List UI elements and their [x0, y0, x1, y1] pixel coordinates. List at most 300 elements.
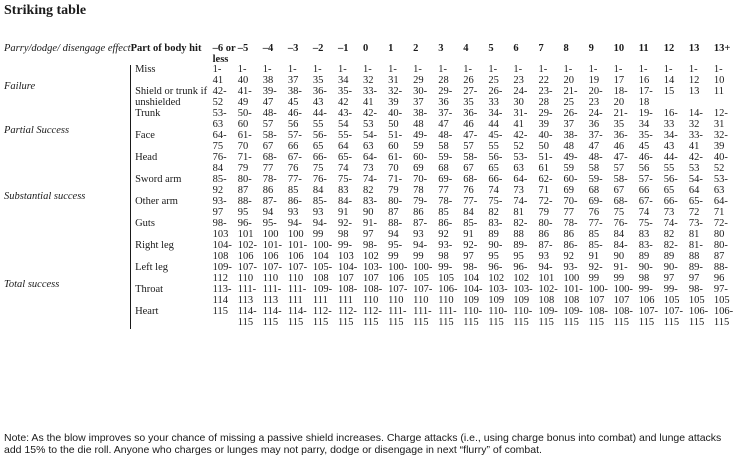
- range-cell: 114- 115: [237, 306, 257, 328]
- range-cell: 29- 39: [538, 108, 553, 130]
- range-cell: 105- 108: [312, 262, 333, 284]
- range-cell: 75- 83: [337, 174, 352, 196]
- range-cell: 69- 77: [438, 174, 453, 196]
- range-cell: 1- 17: [613, 64, 625, 86]
- range-cell: 107- 110: [413, 284, 433, 306]
- range-cell: 1- 41: [212, 64, 224, 86]
- range-cell: 109- 111: [312, 284, 333, 306]
- range-cell: 24- 36: [588, 108, 603, 130]
- range-cell: 90- 98: [638, 262, 653, 284]
- range-cell: 1- 19: [588, 64, 600, 86]
- effect-category: Partial Success: [4, 125, 70, 136]
- range-cell: 38- 48: [413, 108, 428, 130]
- range-cell: 102- 108: [538, 284, 558, 306]
- range-cell: 51- 61: [538, 152, 553, 174]
- range-cell: 99- 103: [337, 240, 354, 262]
- range-cell: 76- 84: [212, 152, 227, 174]
- column-header: 9: [588, 43, 594, 54]
- column-header: 8: [563, 43, 569, 54]
- range-cell: 1- 25: [488, 64, 499, 86]
- range-cell: 114- 115: [262, 306, 282, 328]
- range-cell: 89- 97: [688, 262, 703, 284]
- range-cell: 82- 88: [513, 218, 528, 240]
- range-cell: 85- 91: [463, 218, 478, 240]
- range-cell: 46- 56: [287, 108, 302, 130]
- range-cell: 101- 106: [262, 240, 283, 262]
- range-cell: 1- 10: [713, 64, 725, 86]
- range-cell: 39- 47: [262, 86, 277, 108]
- range-cell: 82- 89: [663, 240, 678, 262]
- range-cell: 85- 93: [312, 196, 327, 218]
- striking-table: [4, 44, 739, 329]
- range-cell: 47- 57: [463, 130, 478, 152]
- range-cell: 60- 69: [563, 174, 578, 196]
- range-cell: 48- 57: [262, 108, 277, 130]
- range-cell: 64- 71: [713, 196, 728, 218]
- range-cell: 72- 80: [713, 218, 728, 240]
- range-cell: 33- 41: [688, 130, 703, 152]
- column-header: –5: [237, 43, 249, 54]
- range-cell: 70- 78: [413, 174, 428, 196]
- range-cell: 26- 33: [488, 86, 503, 108]
- range-cell: 47- 57: [613, 152, 628, 174]
- range-cell: 111- 113: [237, 284, 257, 306]
- range-cell: 13: [688, 86, 700, 97]
- body-part: Shield or trunk if unshielded: [131, 87, 213, 109]
- range-cell: 77- 84: [463, 196, 478, 218]
- range-cell: 1- 31: [388, 64, 399, 86]
- range-cell: 111- 115: [388, 306, 407, 328]
- range-cell: 83- 89: [488, 218, 503, 240]
- range-cell: 85- 91: [588, 240, 603, 262]
- range-cell: 66- 75: [312, 152, 327, 174]
- range-cell: 93- 97: [212, 196, 227, 218]
- range-cell: 86- 92: [438, 218, 453, 240]
- range-cell: 91- 97: [363, 218, 378, 240]
- column-header: 2: [413, 43, 419, 54]
- range-cell: 83- 90: [363, 196, 378, 218]
- range-cell: 40- 50: [388, 108, 403, 130]
- range-cell: 18- 20: [613, 86, 628, 108]
- range-cell: 76- 84: [613, 218, 628, 240]
- range-cell: 32- 39: [388, 86, 403, 108]
- range-cell: 101- 108: [563, 284, 583, 306]
- body-part: Other arm: [131, 197, 213, 219]
- range-cell: 54- 63: [363, 130, 378, 152]
- range-cell: 56- 65: [312, 130, 327, 152]
- range-cell: 66- 74: [488, 174, 503, 196]
- range-cell: 54- 64: [688, 174, 703, 196]
- table-header-row: [4, 44, 739, 65]
- range-cell: 92- 99: [588, 262, 603, 284]
- range-cell: 65- 74: [337, 152, 352, 174]
- range-cell: 77- 85: [287, 174, 302, 196]
- range-cell: 103- 109: [513, 284, 533, 306]
- range-cell: 1- 16: [638, 64, 650, 86]
- range-cell: 92- 98: [337, 218, 352, 240]
- range-cell: 88- 94: [388, 218, 403, 240]
- column-header: –2: [312, 43, 324, 54]
- range-cell: 75- 82: [488, 196, 503, 218]
- range-cell: 1- 38: [262, 64, 274, 86]
- range-cell: 86- 93: [287, 196, 302, 218]
- range-cell: 76- 84: [312, 174, 327, 196]
- range-cell: 110- 115: [488, 306, 508, 328]
- range-cell: 94- 99: [312, 218, 327, 240]
- range-cell: 34- 44: [488, 108, 503, 130]
- range-cell: 66- 73: [663, 196, 678, 218]
- range-cell: 42- 53: [688, 152, 703, 174]
- body-part: Sword arm: [131, 175, 213, 197]
- range-cell: 107- 115: [638, 306, 658, 328]
- range-cell: 48- 58: [588, 152, 603, 174]
- range-cell: 65- 72: [688, 196, 703, 218]
- column-header: 4: [463, 43, 469, 54]
- range-cell: 81- 88: [688, 240, 703, 262]
- range-cell: 40- 52: [713, 152, 728, 174]
- range-cell: 79- 86: [413, 196, 428, 218]
- range-cell: 35- 42: [337, 86, 352, 108]
- range-cell: 1- 37: [287, 64, 299, 86]
- range-cell: 1- 35: [312, 64, 324, 86]
- range-cell: 96- 102: [513, 262, 530, 284]
- effect-column-header: Parry/dodge/ disengage effect: [4, 43, 131, 54]
- range-cell: 78- 85: [438, 196, 453, 218]
- column-header: 11: [638, 43, 649, 54]
- range-cell: 33- 41: [363, 86, 378, 108]
- column-header: 10: [613, 43, 625, 54]
- range-cell: 111- 115: [438, 306, 457, 328]
- range-cell: 27- 35: [463, 86, 478, 108]
- range-cell: 102- 106: [237, 240, 257, 262]
- range-cell: 110- 115: [463, 306, 483, 328]
- range-cell: 110- 115: [513, 306, 533, 328]
- effect-category: Total success: [4, 279, 60, 290]
- range-cell: 95- 100: [262, 218, 279, 240]
- range-cell: 107- 115: [663, 306, 684, 328]
- range-cell: 88- 95: [237, 196, 252, 218]
- range-cell: 113- 114: [212, 284, 232, 306]
- effect-category: Failure: [4, 81, 36, 92]
- range-cell: 100- 105: [413, 262, 433, 284]
- range-cell: 111- 115: [413, 306, 432, 328]
- range-cell: 78- 86: [563, 218, 578, 240]
- range-cell: 80- 87: [388, 196, 403, 218]
- page-title: Striking table: [4, 3, 87, 18]
- range-cell: 98- 105: [688, 284, 705, 306]
- range-cell: 114- 115: [287, 306, 307, 328]
- range-cell: 101- 106: [287, 240, 308, 262]
- range-cell: 1- 12: [688, 64, 700, 86]
- range-cell: 56- 65: [663, 174, 678, 196]
- range-cell: 37- 47: [438, 108, 453, 130]
- range-cell: 21- 35: [613, 108, 628, 130]
- range-cell: 1- 20: [563, 64, 575, 86]
- range-cell: 70- 77: [563, 196, 578, 218]
- range-cell: 108- 110: [363, 284, 383, 306]
- column-header: –1: [337, 43, 349, 54]
- range-cell: 111- 111: [287, 284, 307, 306]
- range-cell: 16- 33: [663, 108, 678, 130]
- range-cell: 103- 109: [488, 284, 508, 306]
- range-cell: 20- 23: [588, 86, 603, 108]
- range-cell: 87- 93: [413, 218, 428, 240]
- table-row: [4, 65, 739, 87]
- range-cell: 100- 106: [388, 262, 408, 284]
- range-cell: 30- 37: [413, 86, 428, 108]
- range-cell: 12- 31: [713, 108, 728, 130]
- range-cell: 112- 115: [363, 306, 382, 328]
- range-cell: 36- 46: [613, 130, 628, 152]
- range-cell: 87- 94: [262, 196, 277, 218]
- range-cell: 42- 52: [212, 86, 227, 108]
- column-header: 6: [513, 43, 519, 54]
- range-cell: 90- 97: [663, 262, 678, 284]
- range-cell: 73- 81: [688, 218, 703, 240]
- range-cell: 14- 32: [688, 108, 703, 130]
- range-cell: 71- 79: [237, 152, 252, 174]
- table-row: [4, 109, 739, 131]
- range-cell: 48- 58: [438, 130, 453, 152]
- range-cell: 59- 68: [588, 174, 603, 196]
- body-part: Head: [131, 153, 213, 175]
- range-cell: 61- 70: [237, 130, 252, 152]
- range-cell: 93- 100: [563, 262, 580, 284]
- range-cell: 103- 107: [363, 262, 383, 284]
- range-cell: 19- 34: [638, 108, 653, 130]
- range-cell: 49- 59: [563, 152, 578, 174]
- range-cell: 80- 87: [713, 240, 728, 262]
- range-cell: 1- 14: [663, 64, 675, 86]
- range-cell: 86- 92: [563, 240, 578, 262]
- range-cell: 99- 106: [638, 284, 655, 306]
- range-cell: 91- 99: [613, 262, 628, 284]
- range-cell: 106- 110: [438, 284, 458, 306]
- range-cell: 109- 115: [538, 306, 558, 328]
- range-cell: 40- 50: [538, 130, 553, 152]
- range-cell: 35- 45: [638, 130, 653, 152]
- column-header: 12: [663, 43, 675, 54]
- range-cell: 58- 67: [262, 130, 277, 152]
- body-part: Right leg: [131, 241, 213, 263]
- range-cell: 38- 48: [563, 130, 578, 152]
- range-cell: 21- 25: [563, 86, 578, 108]
- range-cell: 43- 54: [337, 108, 352, 130]
- range-cell: 100- 104: [312, 240, 333, 262]
- range-cell: 83- 89: [638, 240, 653, 262]
- body-part: Miss: [131, 65, 213, 87]
- range-cell: 78- 86: [262, 174, 277, 196]
- range-cell: 37- 47: [588, 130, 603, 152]
- range-cell: 95- 99: [388, 240, 403, 262]
- range-cell: 71- 79: [388, 174, 403, 196]
- range-cell: 97- 105: [713, 284, 730, 306]
- range-cell: 68- 75: [613, 196, 628, 218]
- range-cell: 57- 66: [287, 130, 302, 152]
- range-cell: 107- 110: [262, 262, 283, 284]
- range-cell: 45- 55: [488, 130, 503, 152]
- range-cell: 53- 63: [713, 174, 728, 196]
- range-cell: 53- 63: [212, 108, 227, 130]
- range-cell: 64- 73: [513, 174, 528, 196]
- column-header: 13: [688, 43, 700, 54]
- range-cell: 32- 39: [713, 130, 728, 152]
- range-cell: 58- 67: [613, 174, 628, 196]
- range-cell: 1- 34: [337, 64, 349, 86]
- body-part: Face: [131, 131, 213, 153]
- range-cell: 41- 49: [237, 86, 252, 108]
- body-part: Heart: [131, 307, 213, 329]
- range-cell: 99- 105: [663, 284, 680, 306]
- range-cell: 75- 83: [638, 218, 653, 240]
- range-cell: 61- 70: [388, 152, 403, 174]
- range-cell: 112- 115: [312, 306, 332, 328]
- range-cell: 56- 65: [488, 152, 503, 174]
- body-part: Trunk: [131, 109, 213, 131]
- range-cell: 104- 107: [337, 262, 358, 284]
- range-cell: 96- 102: [488, 262, 505, 284]
- range-cell: 94- 100: [287, 218, 304, 240]
- range-cell: 109- 112: [212, 262, 232, 284]
- range-cell: 107- 110: [287, 262, 308, 284]
- range-cell: 72- 79: [538, 196, 553, 218]
- range-cell: 106- 115: [713, 306, 734, 328]
- range-cell: 93- 98: [438, 240, 453, 262]
- range-cell: 51- 60: [388, 130, 403, 152]
- footnote: Note: As the blow improves so your chance of missing a passive shield increases. Charge attacks (i.e., using charge bonus into combat) and lunge attacks add 15% to the die roll. Anyone who charges or lunges may not parry, dodge or disengage in next “flurry” of combat.: [4, 432, 722, 456]
- range-cell: 29- 36: [438, 86, 453, 108]
- range-cell: 98- 104: [463, 262, 480, 284]
- column-header: 5: [488, 43, 494, 54]
- range-cell: 1- 22: [538, 64, 549, 86]
- range-cell: 74- 82: [363, 174, 378, 196]
- body-part: Throat: [131, 285, 213, 307]
- range-cell: 115: [212, 306, 229, 317]
- range-cell: 67- 74: [638, 196, 653, 218]
- range-cell: 74- 82: [663, 218, 678, 240]
- range-cell: 94- 101: [538, 262, 555, 284]
- range-cell: 108- 115: [613, 306, 633, 328]
- range-cell: 1- 26: [463, 64, 474, 86]
- range-cell: 23- 28: [538, 86, 553, 108]
- column-header: –3: [287, 43, 299, 54]
- column-header: 3: [438, 43, 444, 54]
- range-cell: 68- 77: [262, 152, 277, 174]
- range-cell: 80- 86: [538, 218, 553, 240]
- range-cell: 108- 115: [588, 306, 608, 328]
- range-cell: 36- 46: [463, 108, 478, 130]
- range-cell: 59- 68: [438, 152, 453, 174]
- column-header: 7: [538, 43, 544, 54]
- range-cell: 84- 91: [337, 196, 352, 218]
- range-cell: 50- 60: [237, 108, 252, 130]
- column-header: –6 or less: [212, 43, 236, 65]
- column-header: 1: [388, 43, 394, 54]
- range-cell: 112- 115: [337, 306, 357, 328]
- range-cell: 1- 32: [363, 64, 374, 86]
- range-cell: 58- 67: [463, 152, 478, 174]
- range-cell: 104- 109: [463, 284, 483, 306]
- range-cell: 64- 73: [363, 152, 378, 174]
- range-cell: 55- 64: [337, 130, 352, 152]
- range-cell: 42- 52: [513, 130, 528, 152]
- range-cell: 89- 95: [513, 240, 528, 262]
- column-header: –4: [262, 43, 274, 54]
- range-cell: 34- 43: [663, 130, 678, 152]
- range-cell: 44- 55: [663, 152, 678, 174]
- range-cell: 49- 59: [413, 130, 428, 152]
- range-cell: 98- 103: [212, 218, 229, 240]
- range-cell: 11: [713, 86, 725, 97]
- range-cell: 36- 43: [312, 86, 327, 108]
- range-cell: 106- 115: [688, 306, 709, 328]
- range-cell: 1- 28: [438, 64, 449, 86]
- range-cell: 96- 101: [237, 218, 254, 240]
- range-cell: 67- 76: [287, 152, 302, 174]
- range-cell: 99- 105: [438, 262, 454, 284]
- range-cell: 1- 29: [413, 64, 424, 86]
- range-cell: 68- 76: [463, 174, 478, 196]
- range-cell: 26- 37: [563, 108, 578, 130]
- range-cell: 109- 115: [563, 306, 583, 328]
- range-cell: 94- 99: [413, 240, 428, 262]
- column-header: 13+: [713, 43, 731, 54]
- range-cell: 88- 96: [713, 262, 728, 284]
- range-cell: 46- 56: [638, 152, 653, 174]
- range-cell: 1- 23: [513, 64, 524, 86]
- range-cell: 24- 30: [513, 86, 528, 108]
- range-cell: 98- 102: [363, 240, 379, 262]
- range-cell: 80- 87: [237, 174, 252, 196]
- range-cell: 84- 90: [613, 240, 628, 262]
- range-cell: 60- 69: [413, 152, 428, 174]
- range-cell: 42- 53: [363, 108, 378, 130]
- range-cell: 85- 92: [212, 174, 227, 196]
- range-cell: 92- 97: [463, 240, 478, 262]
- range-cell: 77- 85: [588, 218, 603, 240]
- range-cell: 74- 81: [513, 196, 528, 218]
- range-cell: 15: [663, 86, 675, 97]
- range-cell: 100- 107: [613, 284, 633, 306]
- range-cell: 1- 40: [237, 64, 249, 86]
- range-cell: 17- 18: [638, 86, 653, 108]
- range-cell: 53- 63: [513, 152, 528, 174]
- range-cell: 100- 107: [588, 284, 608, 306]
- table-body: [4, 65, 739, 329]
- body-part: Guts: [131, 219, 213, 241]
- range-cell: 62- 71: [538, 174, 553, 196]
- table-row: [4, 153, 739, 175]
- range-cell: 90- 95: [488, 240, 503, 262]
- range-cell: 31- 41: [513, 108, 528, 130]
- range-cell: 87- 93: [538, 240, 553, 262]
- range-cell: 107- 110: [388, 284, 408, 306]
- column-header: 0: [363, 43, 369, 54]
- effect-category: Substantial success: [4, 191, 86, 202]
- range-cell: 69- 76: [588, 196, 603, 218]
- range-cell: 108- 111: [337, 284, 358, 306]
- range-cell: 38- 45: [287, 86, 302, 108]
- range-cell: 57- 66: [638, 174, 653, 196]
- part-column-header: Part of body hit: [130, 43, 202, 54]
- range-cell: 44- 55: [312, 108, 327, 130]
- body-part: Left leg: [131, 263, 213, 285]
- table-row: [4, 241, 739, 263]
- range-cell: 64- 75: [212, 130, 227, 152]
- range-cell: 104- 108: [212, 240, 232, 262]
- range-cell: 111- 113: [262, 284, 282, 306]
- range-cell: 107- 110: [237, 262, 257, 284]
